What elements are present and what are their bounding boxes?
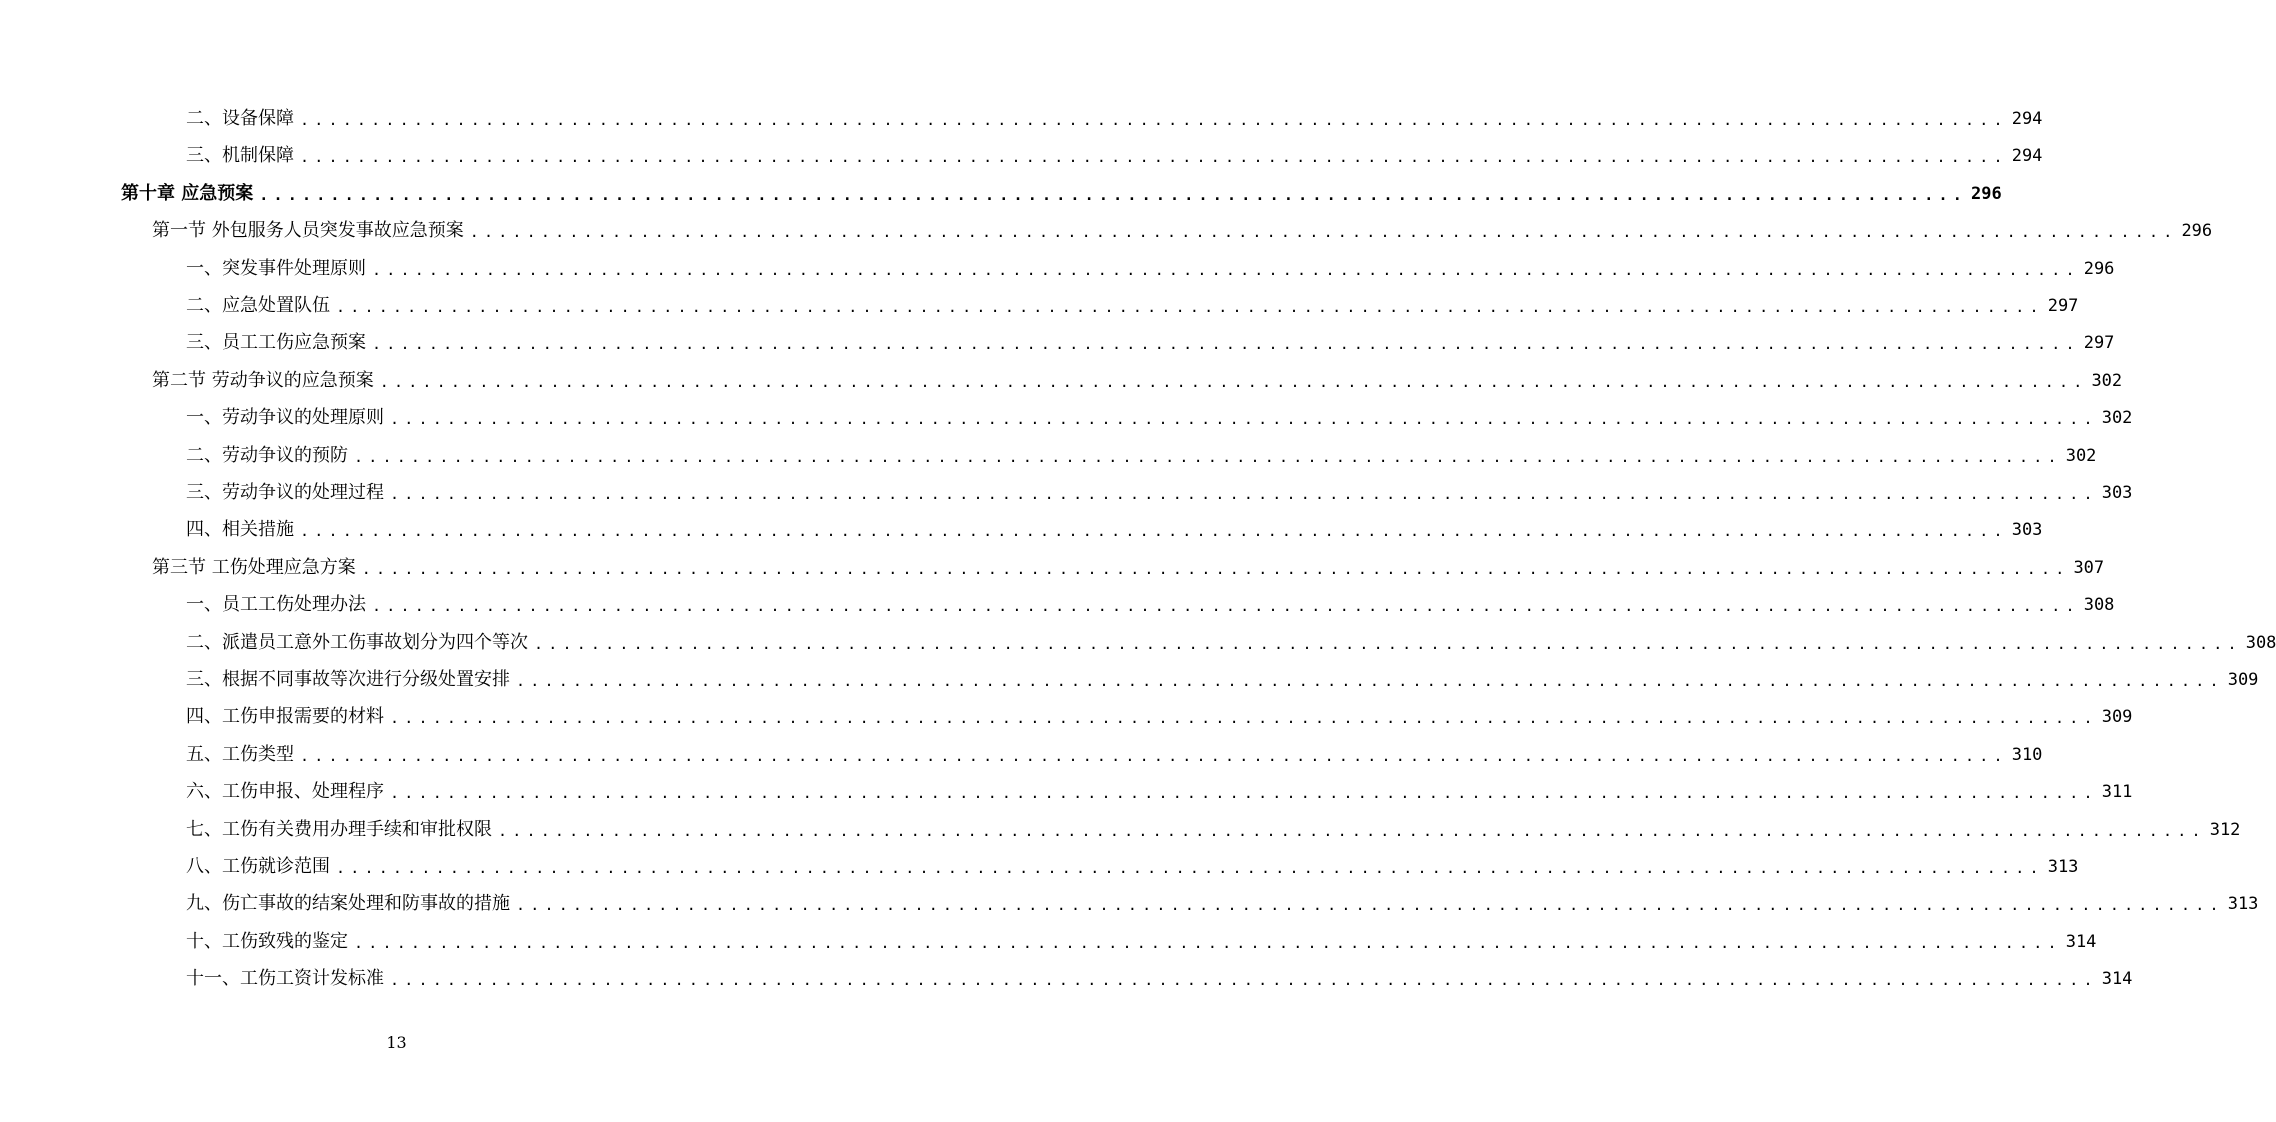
toc-entry-title: 四、相关措施 xyxy=(186,519,294,541)
toc-entry-title: 二、设备保障 xyxy=(186,108,294,129)
toc-entry-page: 294 xyxy=(2011,146,2043,167)
toc-entry-title: 三、员工工伤应急预案 xyxy=(186,332,366,354)
toc-dot-leader: ........................................................................................................................ xyxy=(498,821,2206,840)
toc-dot-leader: ........................................................................................................................ xyxy=(390,784,2098,803)
toc-entry-page: 296 xyxy=(2083,258,2115,279)
toc-entry-page: 296 xyxy=(2181,221,2213,242)
toc-entry-title: 第一节 外包服务人员突发事故应急预案 xyxy=(152,220,464,242)
toc-dot-leader: ........................................................................................................................ xyxy=(300,746,2008,765)
toc-entry[interactable] xyxy=(186,736,2043,766)
toc-dot-leader: ........................................................................................................................ xyxy=(516,672,2224,690)
toc-entry[interactable] xyxy=(186,437,2097,467)
toc-entry-page: 308 xyxy=(2245,632,2276,653)
toc-entry[interactable] xyxy=(186,848,2079,878)
toc-entry-page: 307 xyxy=(2073,557,2105,578)
toc-entry[interactable] xyxy=(186,250,2115,280)
toc-entry-title: 一、劳动争议的处理原则 xyxy=(186,407,384,429)
toc-entry-page: 296 xyxy=(1970,183,2002,204)
toc-dot-leader: ........................................................................................................................ xyxy=(390,709,2098,728)
toc-entry-title: 十一、工伤工资计发标准 xyxy=(186,968,384,990)
toc-entry[interactable] xyxy=(186,923,2097,953)
toc-entry-title: 第二节 劳动争议的应急预案 xyxy=(152,369,374,391)
toc-entry-title: 第十章 应急预案 xyxy=(121,182,254,204)
toc-entry-page: 297 xyxy=(2083,333,2115,354)
toc-entry-title: 三、机制保障 xyxy=(186,145,294,167)
toc-dot-leader: ........................................................................................................................ xyxy=(354,933,2062,952)
toc-dot-leader: ........................................................................................................................ xyxy=(300,148,2008,167)
toc-entry-page: 302 xyxy=(2065,445,2097,466)
toc-dot-leader: ........................................................................................................................ xyxy=(361,559,2070,578)
toc-dot-leader: ........................................................................................................................ xyxy=(469,223,2178,242)
toc-dot-leader: ........................................................................................................................ xyxy=(300,111,2008,129)
toc-entry[interactable] xyxy=(186,661,2259,691)
toc-entry-title: 九、伤亡事故的结案处理和防事故的措施 xyxy=(186,893,510,915)
toc-entry-title: 一、员工工伤处理办法 xyxy=(186,594,366,616)
toc-dot-leader: ........................................................................................................................ xyxy=(300,522,2008,541)
toc-entry-title: 七、工伤有关费用办理手续和审批权限 xyxy=(186,818,492,840)
toc-entry[interactable] xyxy=(186,324,2115,354)
toc-entry-page: 309 xyxy=(2227,670,2259,690)
toc-entry[interactable] xyxy=(186,885,2259,915)
toc-dot-leader: ........................................................................................................................ xyxy=(372,335,2080,354)
toc-dot-leader: ........................................................................................................................ xyxy=(336,298,2044,316)
toc-entry-title: 第三节 工伤处理应急方案 xyxy=(152,556,356,578)
toc-entry-page: 311 xyxy=(2101,782,2133,803)
toc-entry[interactable] xyxy=(186,474,2133,504)
toc-entry-title: 六、工伤申报、处理程序 xyxy=(186,781,384,803)
toc-entry-title: 八、工伤就诊范围 xyxy=(186,856,330,877)
toc-dot-leader: ........................................................................................................................ xyxy=(379,372,2088,391)
toc-entry[interactable] xyxy=(186,811,2241,841)
toc-entry-page: 302 xyxy=(2101,408,2133,429)
toc-entry-page: 314 xyxy=(2065,931,2097,952)
toc-dot-leader: ........................................................................................................................ xyxy=(534,634,2242,653)
toc-entry-title: 十、工伤致残的鉴定 xyxy=(186,930,348,952)
toc-entry[interactable] xyxy=(186,624,2276,654)
toc-entry[interactable] xyxy=(152,212,2213,242)
toc-entry-page: 309 xyxy=(2101,707,2133,728)
toc-entry-page: 314 xyxy=(2101,969,2133,990)
toc-dot-leader: ........................................................................................................................ xyxy=(259,185,1967,204)
toc-entry-page: 308 xyxy=(2083,595,2115,616)
toc-entry-title: 三、根据不同事故等次进行分级处置安排 xyxy=(186,669,510,690)
toc-entry-page: 302 xyxy=(2091,370,2123,391)
toc-entry[interactable] xyxy=(152,549,2105,579)
toc-entry[interactable] xyxy=(121,175,2002,205)
toc-entry-title: 二、劳动争议的预防 xyxy=(186,444,348,466)
toc-entry[interactable] xyxy=(186,773,2133,803)
toc-entry-page: 294 xyxy=(2011,109,2043,129)
toc-entry[interactable] xyxy=(186,137,2043,167)
toc-entry[interactable] xyxy=(186,511,2043,541)
toc-entry-page: 312 xyxy=(2209,819,2241,840)
toc-dot-leader: ........................................................................................................................ xyxy=(372,597,2080,616)
toc-entry[interactable] xyxy=(186,960,2133,990)
toc-dot-leader: ........................................................................................................................ xyxy=(516,896,2224,915)
toc-entry[interactable] xyxy=(186,287,2079,317)
toc-entry-title: 一、突发事件处理原则 xyxy=(186,257,366,279)
toc-dot-leader: ........................................................................................................................ xyxy=(390,971,2098,990)
toc-entry[interactable] xyxy=(152,362,2123,392)
toc-entry-page: 303 xyxy=(2011,520,2043,541)
toc-entry[interactable] xyxy=(186,698,2133,728)
toc-entry-page: 313 xyxy=(2047,857,2079,877)
toc-entry[interactable] xyxy=(186,586,2115,616)
toc-entry-page: 297 xyxy=(2047,296,2079,316)
page-number: 13 xyxy=(386,1033,407,1052)
toc-dot-leader: ........................................................................................................................ xyxy=(390,410,2098,429)
toc-dot-leader: ........................................................................................................................ xyxy=(354,447,2062,466)
toc-entry-title: 二、应急处置队伍 xyxy=(186,295,330,316)
toc-entry-title: 四、工伤申报需要的材料 xyxy=(186,706,384,728)
toc-dot-leader: ........................................................................................................................ xyxy=(336,859,2044,877)
toc-entry[interactable] xyxy=(186,399,2133,429)
toc-entry-title: 三、劳动争议的处理过程 xyxy=(186,482,384,503)
toc-entry[interactable] xyxy=(186,100,2043,130)
toc-entry-page: 303 xyxy=(2101,483,2133,503)
toc-dot-leader: ........................................................................................................................ xyxy=(372,260,2080,279)
toc-dot-leader: ........................................................................................................................ xyxy=(390,485,2098,503)
toc-entry-title: 五、工伤类型 xyxy=(186,743,294,765)
toc-entry-title: 二、派遣员工意外工伤事故划分为四个等次 xyxy=(186,631,528,653)
toc-entry-page: 313 xyxy=(2227,894,2259,915)
toc-entry-page: 310 xyxy=(2011,744,2043,765)
